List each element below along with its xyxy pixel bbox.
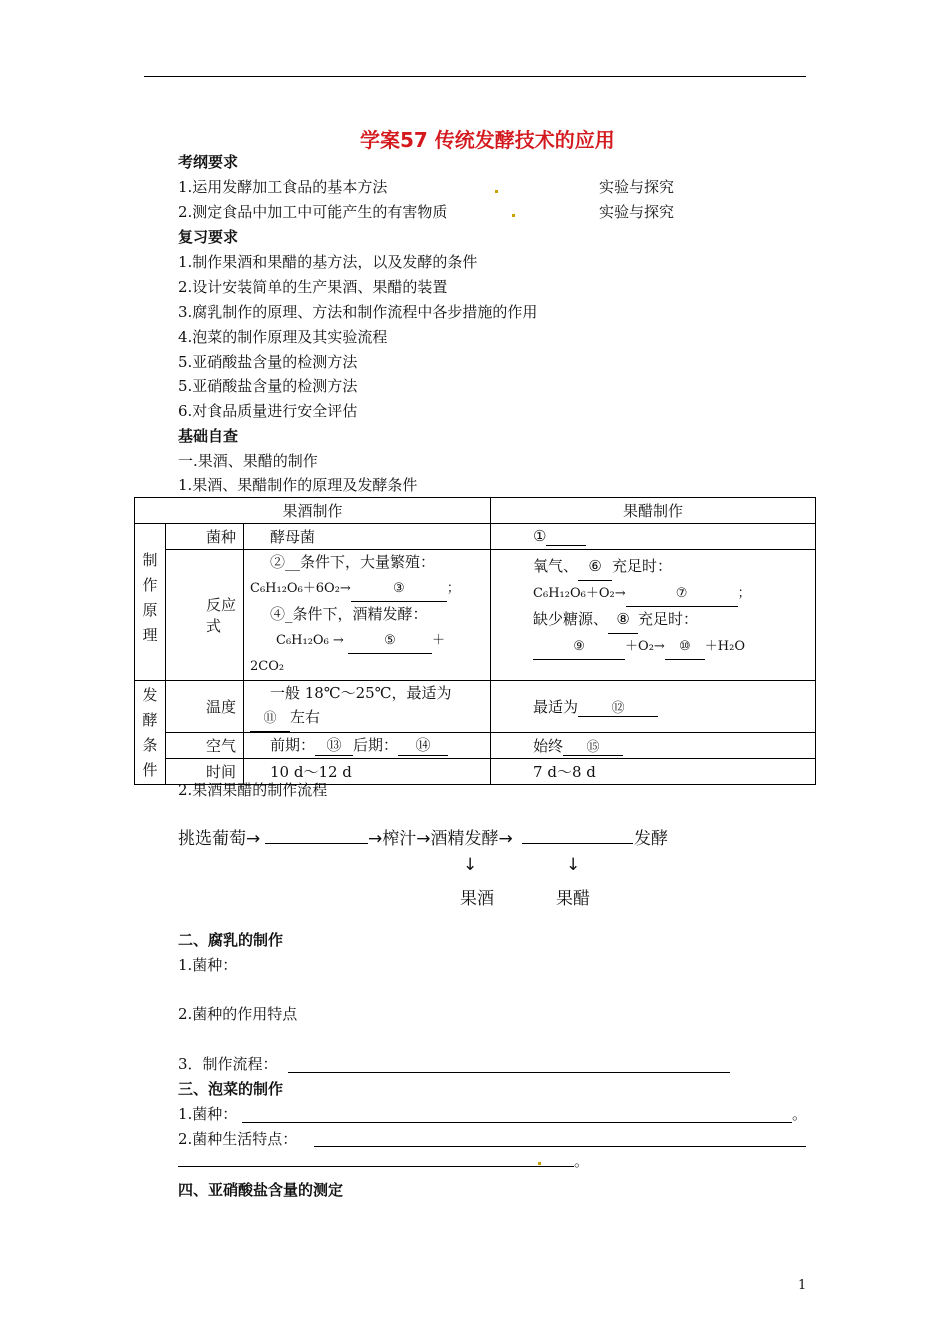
- fuxi-item: 5.亚硝酸盐含量的检测方法: [178, 377, 358, 395]
- part2-q2: 2.菌种的作用特点: [178, 1005, 298, 1023]
- cell-wine-time: 10 d～12 d: [244, 758, 491, 784]
- table-head-vinegar: 果醋制作: [491, 498, 816, 524]
- cell-vinegar-air: 始终 ⑮: [491, 732, 816, 758]
- part3-q2-blank: [314, 1146, 806, 1147]
- cell-wine-air: 前期： ⑬ 后期： ⑭: [244, 732, 491, 758]
- group-label-char: 条: [142, 735, 158, 754]
- part3-q1-blank: [242, 1122, 792, 1123]
- marker-dot: [495, 190, 498, 193]
- kaogang-level-2: 实验与探究: [599, 203, 675, 221]
- table-head-wine: 果酒制作: [135, 498, 491, 524]
- group-label-char: 件: [142, 760, 158, 779]
- part1-sub1: 1.果酒、果醋制作的原理及发酵条件: [178, 476, 418, 494]
- fuxi-item: 1.制作果酒和果醋的基方法，以及发酵的条件: [178, 253, 478, 271]
- fuxi-item: 6.对食品质量进行安全评估: [178, 402, 358, 420]
- page-number: 1: [798, 1278, 807, 1293]
- group-label-char: 作: [142, 576, 158, 594]
- cell-wine-strain: 酵母菌: [244, 524, 491, 550]
- part2-heading: 二、腐乳的制作: [178, 931, 284, 949]
- part4-heading: 四、亚硝酸盐含量的测定: [178, 1181, 344, 1199]
- cell-vinegar-strain: ①: [491, 524, 816, 550]
- row-label-time: 时间: [166, 758, 244, 784]
- fuxi-item: 2.设计安装简单的生产果酒、果醋的装置: [178, 278, 448, 296]
- section-heading-fuxi: 复习要求: [178, 228, 239, 246]
- fuxi-item: 5.亚硝酸盐含量的检测方法: [178, 353, 358, 371]
- marker-dot: [538, 1162, 541, 1165]
- cell-vinegar-time: 7 d～8 d: [491, 758, 816, 784]
- group-label-conditions: [135, 680, 166, 784]
- marker-dot: [512, 214, 515, 217]
- part3-q1: 1.菌种：: [178, 1105, 238, 1123]
- kaogang-item-2: 2.测定食品中加工中可能产生的有害物质: [178, 203, 448, 221]
- group-label-char: 原: [142, 601, 158, 619]
- section-heading-jichu: 基础自查: [178, 427, 239, 445]
- kaogang-level-1: 实验与探究: [599, 178, 675, 196]
- part3-q2-end: 。: [574, 1152, 590, 1170]
- part2-q3: 3．制作流程：: [178, 1055, 278, 1073]
- row-label-strain: 菌种: [166, 524, 244, 550]
- row-label-air: 空气: [166, 732, 244, 758]
- group-label-char: 制: [142, 551, 158, 569]
- cell-vinegar-reaction: 氧气、 ⑥ 充足时： C₆H₁₂O₆＋O₂→ ⑦ ； 缺少糖源、 ⑧ 充足时： ⑨ ＋O₂→ ⑩ ＋H₂O: [491, 550, 816, 681]
- part3-q2: 2.菌种生活特点：: [178, 1130, 298, 1148]
- part1-heading: 一.果酒、果醋的制作: [178, 452, 318, 470]
- flow-step2: →榨汁→酒精发酵→: [368, 829, 513, 849]
- flow-arrow-down-icon: ↓: [566, 855, 581, 875]
- group-label-char: 理: [142, 626, 158, 644]
- part2-q1: 1.菌种：: [178, 956, 238, 974]
- section-heading-kaogang: 考纲要求: [178, 153, 239, 171]
- flow-blank-2: [522, 843, 633, 844]
- header-rule: [144, 76, 806, 77]
- kaogang-item-1: 1.运用发酵加工食品的基本方法: [178, 178, 388, 196]
- part3-q2-blank-2: [178, 1166, 574, 1167]
- part3-heading: 三、泡菜的制作: [178, 1080, 284, 1098]
- flow-output-vinegar: 果醋: [556, 889, 590, 909]
- fuxi-item: 4.泡菜的制作原理及其实验流程: [178, 328, 388, 346]
- group-label-char: 酵: [142, 710, 158, 729]
- flow-arrow-down-icon: ↓: [463, 855, 478, 875]
- flow-step1: 挑选葡萄→: [178, 829, 261, 849]
- row-label-reaction: 反应式: [166, 550, 244, 681]
- cell-wine-reaction: ②__条件下，大量繁殖： C₆H₁₂O₆＋6O₂→ ③ ； ④_条件下，酒精发酵： C₆H₁₂O₆ → ⑤ ＋ 2CO₂: [244, 550, 491, 681]
- group-label-char: 发: [142, 685, 158, 704]
- part1-sub2: 2.果酒果醋的制作流程: [178, 781, 328, 799]
- flow-output-wine: 果酒: [460, 889, 494, 909]
- part3-q1-end: 。: [792, 1105, 808, 1123]
- page-title: 学案57 传统发酵技术的应用: [360, 128, 615, 152]
- flow-step3: 发酵: [634, 829, 668, 849]
- flow-blank-1: [265, 843, 368, 844]
- cell-wine-temp: 一般 18℃～25℃，最适为 ⑪ 左右: [244, 680, 491, 732]
- cell-vinegar-temp: 最适为 ⑫: [491, 680, 816, 732]
- part2-q3-blank: [288, 1072, 730, 1073]
- group-label-principle: [135, 524, 166, 681]
- fermentation-table: [134, 497, 816, 785]
- fuxi-item: 3.腐乳制作的原理、方法和制作流程中各步措施的作用: [178, 303, 538, 321]
- row-label-temp: 温度: [166, 680, 244, 732]
